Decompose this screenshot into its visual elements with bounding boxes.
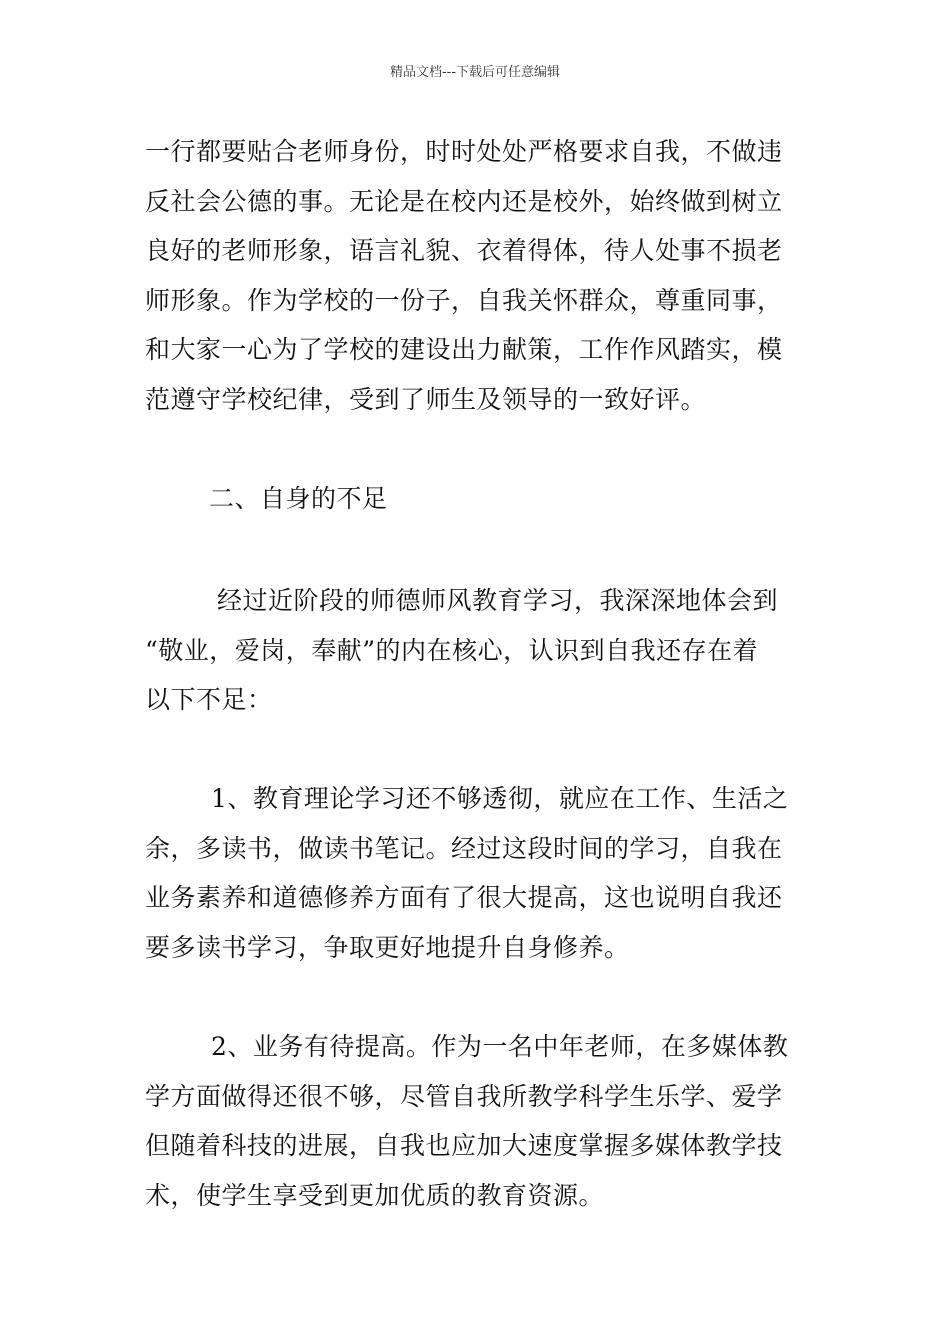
text-line: 经过近阶段的师德师风教育学习，我深深地体会到: [217, 586, 779, 615]
page-header: 精品文档---下载后可任意编辑: [389, 65, 561, 80]
list-item-2: [145, 1022, 805, 1220]
paragraph-conduct: [145, 127, 805, 425]
list-item-1: [145, 774, 805, 972]
text-line: 师形象。作为学校的一份子，自我关怀群众，尊重同事，: [145, 285, 783, 315]
text-line: 反社会公德的事。无论是在校内还是校外，始终做到树立: [145, 186, 783, 216]
text-line: 和大家一心为了学校的建设出力献策，工作作风踏实，模: [145, 335, 783, 365]
section-heading: 二、自身的不足: [209, 484, 388, 513]
text-line: 余，多读书，做读书笔记。经过这段时间的学习，自我在: [145, 833, 783, 863]
text-line: 业务素养和道德修养方面有了很大提高，这也说明自我还: [145, 883, 783, 913]
text-line: 以下不足：: [145, 685, 273, 715]
text-line: 学方面做得还很不够，尽管自我所教学科学生乐学、爱学: [145, 1081, 783, 1111]
text-line: 但随着科技的进展，自我也应加大速度掌握多媒体教学技: [145, 1131, 783, 1161]
text-line: 范遵守学校纪律，受到了师生及领导的一致好评。: [145, 384, 707, 414]
text-line: 2、业务有待提高。作为一名中年老师，在多媒体教: [211, 1032, 789, 1061]
text-line: 术，使学生享受到更加优质的教育资源。: [145, 1180, 605, 1210]
text-line: 要多读书学习，争取更好地提升自身修养。: [145, 932, 630, 962]
text-line: 一行都要贴合老师身份，时时处处严格要求自我，不做违: [145, 137, 783, 166]
paragraph-intro-shortcomings: [145, 576, 805, 725]
text-line: 良好的老师形象，语言礼貌、衣着得体，待人处事不损老: [145, 236, 783, 266]
section-heading-shortcomings: [145, 474, 805, 524]
text-line: “敬业，爱岗，奉献”的内在核心，认识到自我还存在着: [145, 635, 759, 665]
text-line: 1、教育理论学习还不够透彻，就应在工作、生活之: [211, 784, 789, 813]
